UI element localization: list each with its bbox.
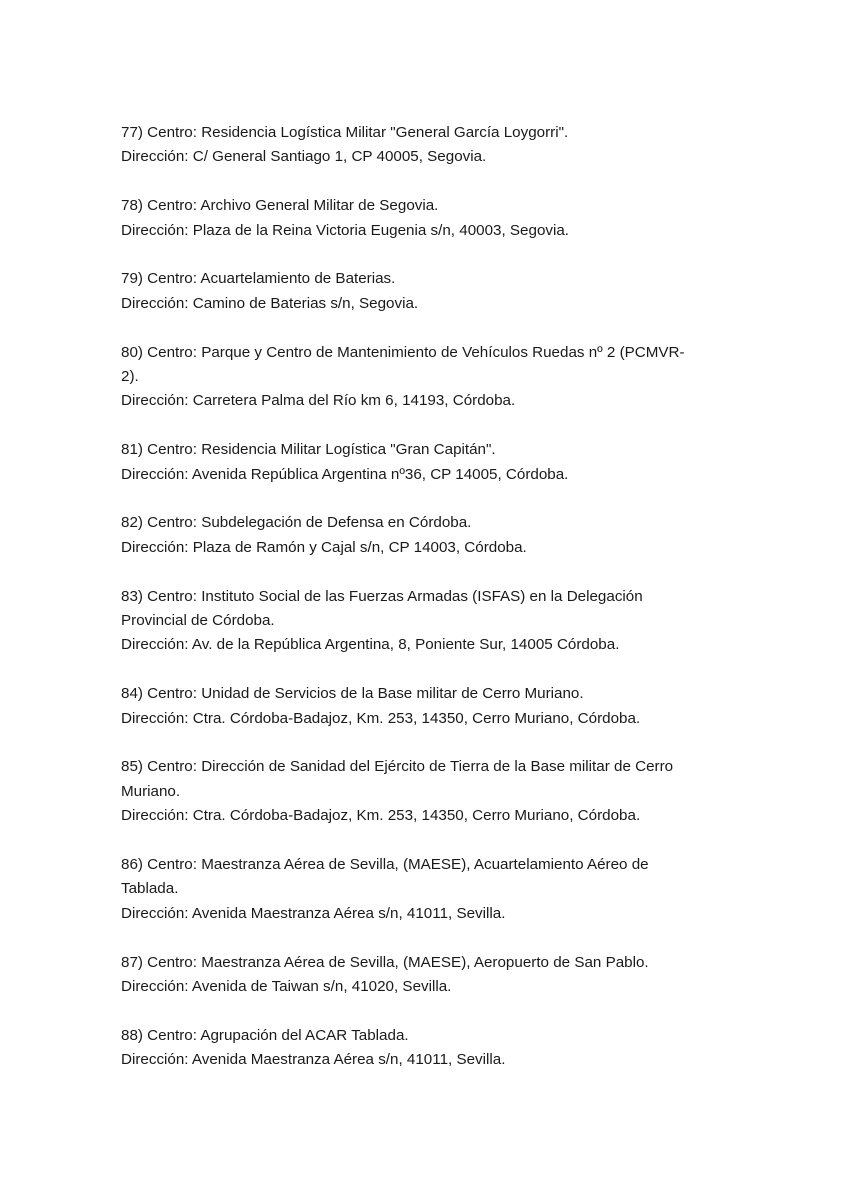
direccion-line: Dirección: Ctra. Córdoba-Badajoz, Km. 253, 14350, Cerro Muriano, Córdoba. xyxy=(121,807,641,825)
centro-line: 81) Centro: Residencia Militar Logística "Gran Capitán". xyxy=(121,441,496,459)
centro-entry xyxy=(121,267,731,316)
centro-entry xyxy=(121,511,731,560)
centro-entry xyxy=(121,194,731,243)
centro-line-continued: 2). xyxy=(121,368,139,386)
centro-entry xyxy=(121,585,731,658)
centro-line: 77) Centro: Residencia Logística Militar "General García Loygorri". xyxy=(121,124,569,141)
centro-entry xyxy=(121,755,731,828)
centro-line: 85) Centro: Dirección de Sanidad del Ejército de Tierra de la Base militar de Cerro xyxy=(121,758,674,776)
centro-line: 87) Centro: Maestranza Aérea de Sevilla, (MAESE), Aeropuerto de San Pablo. xyxy=(121,953,649,971)
direccion-line: Dirección: C/ General Santiago 1, CP 40005, Segovia. xyxy=(121,148,487,166)
centro-entry xyxy=(121,341,731,414)
centro-line: 83) Centro: Instituto Social de las Fuerzas Armadas (ISFAS) en la Delegación xyxy=(121,587,643,605)
direccion-line: Dirección: Carretera Palma del Río km 6, 14193, Córdoba. xyxy=(121,392,516,410)
direccion-line: Dirección: Ctra. Córdoba-Badajoz, Km. 253, 14350, Cerro Muriano, Córdoba. xyxy=(121,709,641,727)
centro-line: 78) Centro: Archivo General Militar de Segovia. xyxy=(121,197,439,215)
direccion-line: Dirección: Plaza de Ramón y Cajal s/n, CP 14003, Córdoba. xyxy=(121,538,527,556)
direccion-line: Dirección: Avenida Maestranza Aérea s/n, 41011, Sevilla. xyxy=(121,1051,506,1069)
centro-line: 80) Centro: Parque y Centro de Mantenimiento de Vehículos Ruedas nº 2 (PCMVR- xyxy=(121,343,685,361)
centro-line: 79) Centro: Acuartelamiento de Baterias. xyxy=(121,270,396,288)
direccion-line: Dirección: Plaza de la Reina Victoria Eugenia s/n, 40003, Segovia. xyxy=(121,221,570,239)
centro-line: 88) Centro: Agrupación del ACAR Tablada. xyxy=(121,1026,409,1044)
centro-line: 86) Centro: Maestranza Aérea de Sevilla, (MAESE), Acuartelamiento Aéreo de xyxy=(121,856,649,874)
centro-line-continued: Tablada. xyxy=(121,880,179,898)
direccion-line: Dirección: Camino de Baterias s/n, Segovia. xyxy=(121,294,419,312)
direccion-line: Dirección: Avenida República Argentina nº36, CP 14005, Córdoba. xyxy=(121,465,569,483)
direccion-line: Dirección: Avenida de Taiwan s/n, 41020, Sevilla. xyxy=(121,978,452,996)
centro-entry xyxy=(121,682,731,731)
centro-entry xyxy=(121,1024,731,1073)
direccion-line: Dirección: Av. de la República Argentina, 8, Poniente Sur, 14005 Córdoba. xyxy=(121,636,620,654)
centro-entry xyxy=(121,951,731,1000)
centro-line-continued: Muriano. xyxy=(121,782,181,800)
centro-line: 82) Centro: Subdelegación de Defensa en Córdoba. xyxy=(121,514,472,532)
centro-line: 84) Centro: Unidad de Servicios de la Base militar de Cerro Muriano. xyxy=(121,685,584,703)
centro-entry xyxy=(121,121,731,170)
document-page xyxy=(121,121,731,1097)
centro-entry xyxy=(121,853,731,926)
centro-line-continued: Provincial de Córdoba. xyxy=(121,612,275,630)
direccion-line: Dirección: Avenida Maestranza Aérea s/n, 41011, Sevilla. xyxy=(121,904,506,922)
centro-entry xyxy=(121,438,731,487)
